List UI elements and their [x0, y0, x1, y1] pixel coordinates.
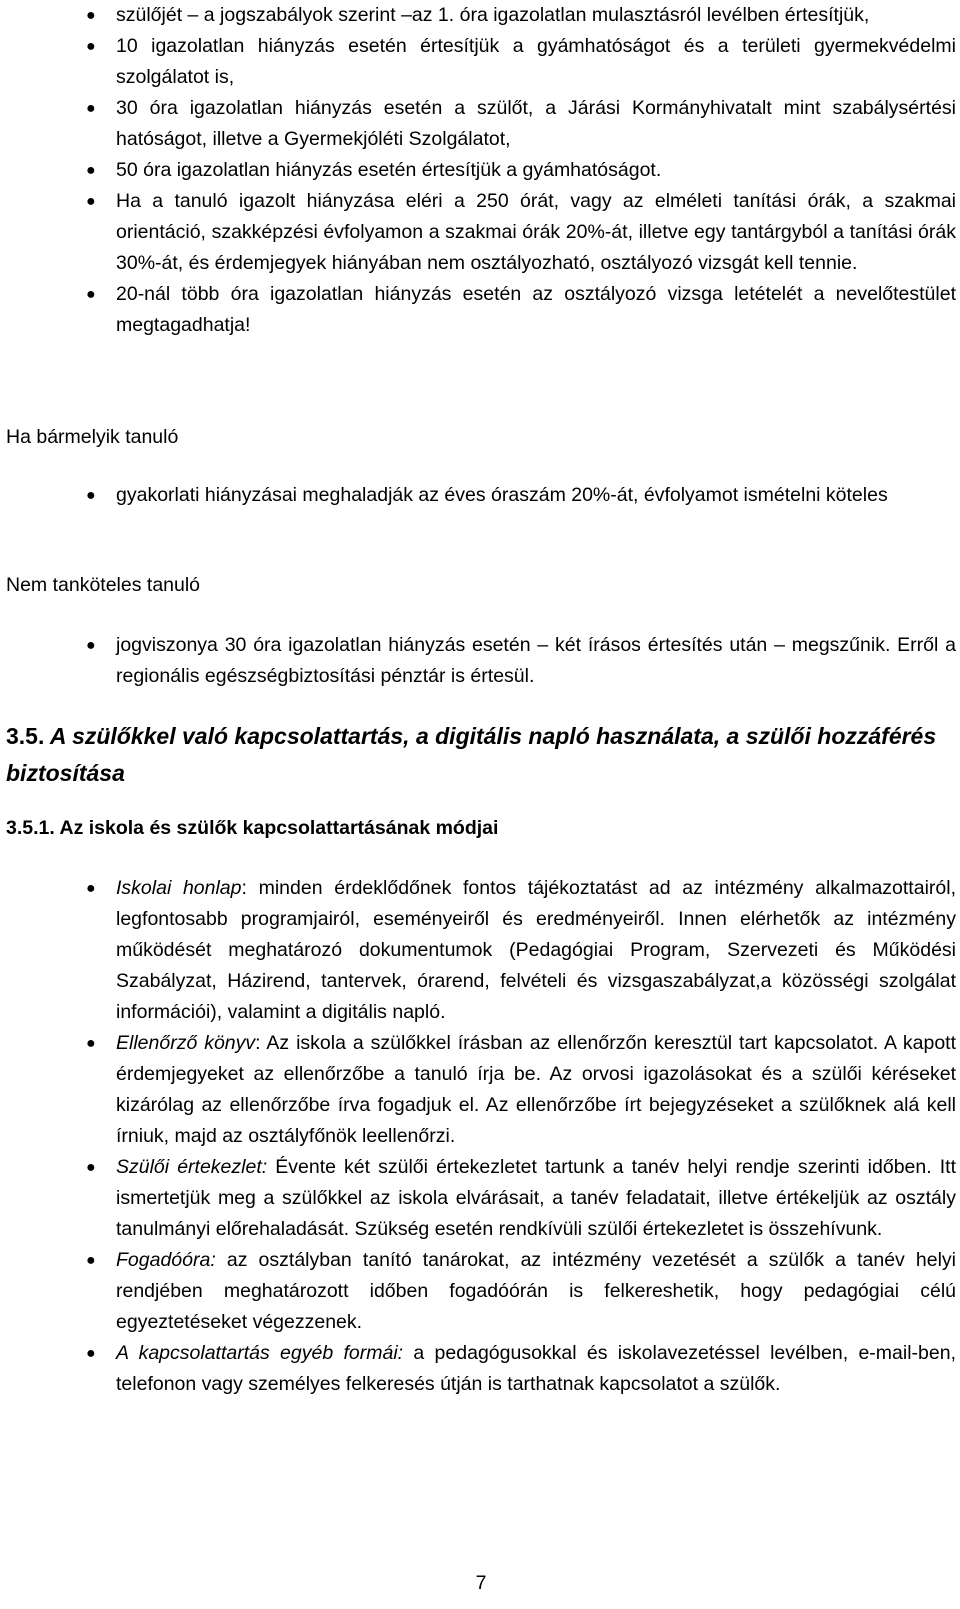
bullet-icon: ● — [86, 1159, 96, 1176]
list-item — [6, 630, 956, 692]
list-item-text: gyakorlati hiányzásai meghaladják az éves óraszám 20%-át, évfolyamot ismételni köteles — [116, 484, 888, 506]
subsection-title: Az iskola és szülők kapcsolattartásának módjai — [59, 817, 499, 839]
bullet-icon: ● — [86, 193, 96, 210]
section-heading-block — [6, 718, 956, 792]
bullet-icon: ● — [86, 487, 96, 504]
list-item-text: 10 igazolatlan hiányzás esetén értesítjük a gyámhatóságot és a területi gyermekvédelmi szolgálatot is, — [116, 35, 956, 88]
bullet-icon: ● — [86, 880, 96, 897]
section-title: A szülőkkel való kapcsolattartás, a digitális napló használata, a szülői hozzáférés biztosítása — [6, 723, 937, 786]
list-item — [6, 31, 956, 93]
list-item-text: 50 óra igazolatlan hiányzás esetén értesítjük a gyámhatóságot. — [116, 159, 662, 181]
bullet-icon: ● — [86, 1035, 96, 1052]
bullet-icon: ● — [86, 7, 96, 24]
any-student-block — [6, 480, 956, 511]
item-text: az osztályban tanító tanárokat, az intézmény vezetését a szülők a tanév helyi rendjében meghatározott időben fogadóórán is felkereshetik, hogy pedagógiai célú egyeztetéseket végezzenek. — [116, 1249, 956, 1333]
any-student-list — [6, 480, 956, 511]
item-text: a pedagógusokkal és iskolavezetéssel levélben, e-mail-ben, telefonon vagy személyes felkeresés útján is tarthatnak kapcsolatot a szülők. — [116, 1342, 956, 1395]
section-heading — [6, 718, 956, 792]
page-number: 7 — [475, 1572, 487, 1594]
item-separator: : — [255, 1032, 267, 1054]
contact-methods-block — [6, 873, 956, 1400]
non-compulsory-block — [6, 630, 956, 692]
subsection-heading-block — [6, 813, 956, 844]
item-term: Szülői értekezlet: — [116, 1156, 268, 1178]
list-item-text: 30 óra igazolatlan hiányzás esetén a szülőt, a Járási Kormányhivatalt mint szabálysértési hatóságot, illetve a Gyermekjóléti Szolgálatot, — [116, 97, 956, 150]
list-item-text: Ha a tanuló igazolt hiányzása eléri a 250 órát, vagy az elméleti tanítási órák, a szakmai orientáció, szakképzési évfolyamon a szakmai órák 20%-át, illetve egy tantárgyból a tanítási órák 30%-át, és érdemjegyek hiányában nem osztályozható, osztályozó vizsgát kell tennie. — [116, 190, 956, 274]
list-item — [6, 0, 956, 31]
contact-methods-list — [6, 873, 956, 1400]
item-term: Iskolai honlap — [116, 877, 242, 899]
list-item-text: 20-nál több óra igazolatlan hiányzás esetén az osztályozó vizsga letételét a nevelőtestület megtagadhatja! — [116, 283, 956, 336]
non-compulsory-list — [6, 630, 956, 692]
list-item-text: szülőjét – a jogszabályok szerint –az 1. óra igazolatlan mulasztásról levélben értesítjük, — [116, 4, 870, 26]
contact-item-office-hours — [6, 1245, 956, 1338]
bullet-icon: ● — [86, 100, 96, 117]
item-separator — [216, 1249, 227, 1271]
list-item — [6, 155, 956, 186]
contact-item-other-forms — [6, 1338, 956, 1400]
bullet-icon: ● — [86, 38, 96, 55]
item-separator — [403, 1342, 413, 1364]
any-student-label: Ha bármelyik tanuló — [6, 426, 179, 448]
contact-item-website — [6, 873, 956, 1028]
absence-rules-list — [6, 0, 956, 341]
bullet-icon: ● — [86, 286, 96, 303]
bullet-icon: ● — [86, 637, 96, 654]
list-item — [6, 186, 956, 279]
item-term: Ellenőrző könyv — [116, 1032, 256, 1054]
item-term: Fogadóóra: — [116, 1249, 216, 1271]
non-compulsory-label: Nem tanköteles tanuló — [6, 574, 201, 596]
item-separator: : — [241, 877, 259, 899]
list-item — [6, 93, 956, 155]
contact-item-report-book — [6, 1028, 956, 1152]
list-item-text: jogviszonya 30 óra igazolatlan hiányzás esetén – két írásos értesítés után – megszűnik. Erről a regionális egészségbiztosítási pénztár is értesül. — [116, 634, 956, 687]
list-item — [6, 279, 956, 341]
subsection-number: 3.5.1. — [6, 817, 55, 839]
contact-item-parent-meeting — [6, 1152, 956, 1245]
list-item — [6, 480, 956, 511]
absence-rules-block — [6, 0, 956, 341]
subsection-heading — [6, 813, 956, 844]
bullet-icon: ● — [86, 1252, 96, 1269]
item-text: minden érdeklődőnek fontos tájékoztatást ad az intézmény alkalmazottairól, legfontosabb programjairól, eseményeiről és eredményeiről. Innen elérhetők az intézmény működését meghatározó dokumentumok (Pedagógiai Program, Szervezeti és Működési Szabályzat, Házirend, tantervek, órarend, felvételi és vizsgaszabályzat,a közösségi szolgálat információi), valamint a digitális napló. — [116, 877, 956, 1023]
item-text: Évente két szülői értekezletet tartunk a tanév helyi rendje szerinti időben. Itt ismertetjük meg a szülőkkel az iskola elvárásait, a tanév feladatait, illetve értékeljük az osztály tanulmányi előrehaladását. Szükség esetén rendkívüli szülői értekezletet is összehívunk. — [116, 1156, 956, 1240]
section-number: 3.5. — [6, 723, 45, 749]
item-term: A kapcsolattartás egyéb formái: — [116, 1342, 404, 1364]
bullet-icon: ● — [86, 162, 96, 179]
bullet-icon: ● — [86, 1345, 96, 1362]
item-text: Az iskola a szülőkkel írásban az ellenőrzőn keresztül tart kapcsolatot. A kapott érdemjegyeket az ellenőrzőbe a tanuló írja be. Az orvosi igazolásokat és a szülői kéréseket kizárólag az ellenőrzőbe írva fogadjuk el. Az ellenőrzőbe írt bejegyzéseket a szülőknek alá kell írniuk, majd az osztályfőnök leellenőrzi. — [116, 1032, 956, 1147]
